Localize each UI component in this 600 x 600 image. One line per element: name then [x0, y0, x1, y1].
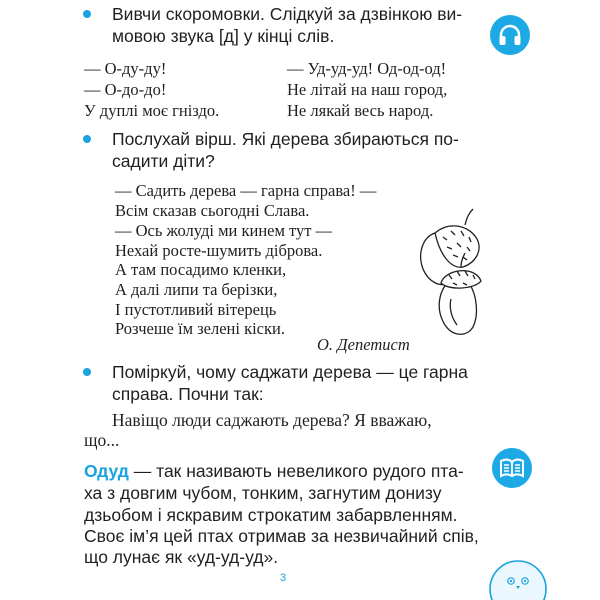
twister-left-line-3: У дуплі моє гніздо. — [84, 101, 220, 120]
task3-line-2: справа. Почни так: — [112, 384, 264, 404]
starter-line-1: Навіщо люди саджають дерева? Я вважаю, — [112, 410, 432, 430]
info-line-2: ха з довгим чубом, тонким, загнутим донизу — [84, 483, 442, 503]
info-line-3: дзьобом і яскравим строкатим забарвленням. — [84, 505, 458, 525]
info-line-4: Своє ім’я цей птах отримав за незвичайний спів, — [84, 526, 479, 546]
acorns-illustration — [405, 203, 485, 343]
poem-line-8: Розчеше їм зелені кіски. — [115, 319, 285, 338]
poem-line-5: А там посадимо кленки, — [115, 260, 287, 279]
headphones-icon — [497, 23, 523, 47]
owl-mascot-icon — [488, 555, 548, 600]
twister-right-line-1: — Уд-уд-уд! Од-од-од! — [287, 59, 447, 78]
task-bullet — [83, 368, 91, 376]
open-book-icon — [499, 457, 525, 479]
task3-line-1: Поміркуй, чому саджати дерева — це гарна — [112, 362, 468, 382]
book-info-button[interactable] — [492, 448, 532, 488]
task-bullet — [83, 10, 91, 18]
page-number: 3 — [280, 572, 287, 584]
task2-line-2: садити діти? — [112, 151, 215, 171]
task-bullet — [83, 135, 91, 143]
starter-line-2: що... — [84, 430, 120, 450]
poem-line-2: Всім сказав сьогодні Слава. — [115, 201, 310, 220]
task2-line-1: Послухай вірш. Які дерева збираються по- — [112, 129, 459, 149]
twister-left-line-2: — О-до-до! — [84, 80, 167, 99]
poem-line-7: І пустотливий вітерець — [115, 300, 277, 319]
twister-right-line-3: Не лякай весь народ. — [287, 101, 434, 120]
info-line-1 — [84, 461, 464, 482]
info-term: Одуд — [84, 461, 129, 481]
twister-left-line-1: — О-ду-ду! — [84, 59, 167, 78]
poem-line-6: А далі липи та берізки, — [115, 280, 278, 299]
poem-line-3: — Ось жолуді ми кинем тут — — [115, 221, 333, 240]
poem-author: О. Депетист — [317, 335, 410, 354]
task1-line-2: мовою звука [д] у кінці слів. — [112, 26, 335, 46]
twister-right-line-2: Не літай на наш город, — [287, 80, 448, 99]
info-first-line: — так називають невеликого рудого пта- — [128, 461, 464, 481]
info-line-5: що лунає як «уд-уд-уд». — [84, 547, 279, 567]
poem-line-1: — Садить дерева — гарна справа! — — [115, 181, 377, 200]
poem-line-4: Нехай росте-шумить діброва. — [115, 241, 323, 260]
audio-button[interactable] — [490, 15, 530, 55]
task1-line-1: Вивчи скоромовки. Слідкуй за дзвінкою ви- — [112, 4, 463, 24]
